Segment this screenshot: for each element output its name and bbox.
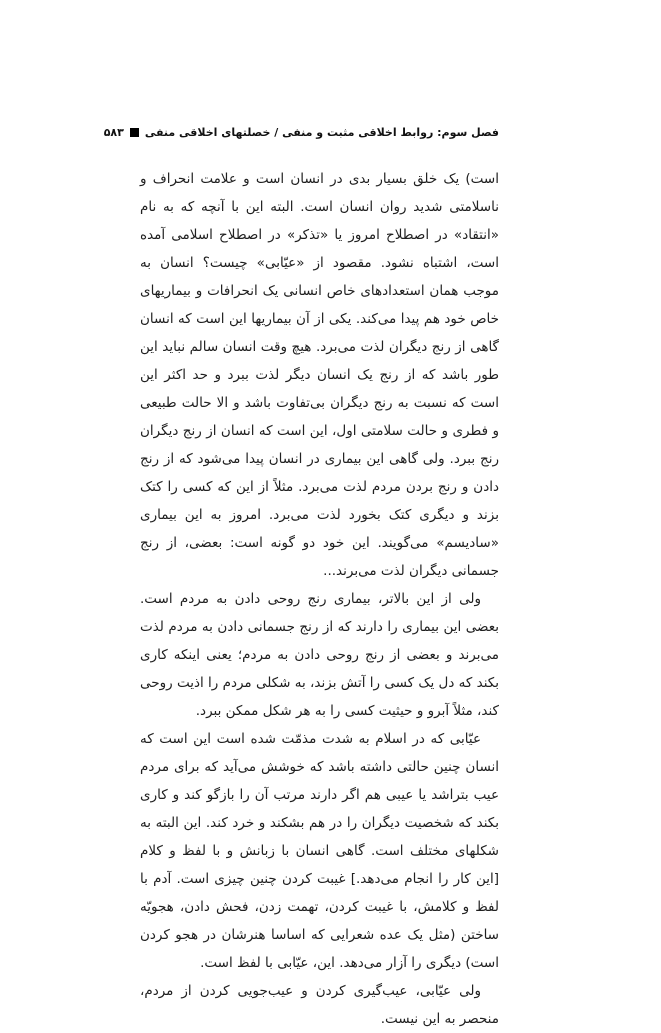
square-icon bbox=[130, 128, 139, 137]
paragraph: ولی عیّابی، عیب‌گیری کردن و عیب‌جویی کردن از مردم، منحصر به این نیست. bbox=[140, 983, 499, 1027]
page-body bbox=[140, 165, 499, 1033]
page-number: ۵۸۳ bbox=[103, 126, 124, 139]
chapter-title: فصل سوم: روابط اخلاقی مثبت و منفی / خصلتهای اخلاقی منفی bbox=[144, 126, 499, 139]
page-header bbox=[103, 126, 499, 139]
paragraph: عیّابی که در اسلام به شدت مذمّت شده است این است که انسان چنین حالتی داشته باشد که خوشش می‌آید که برای مردم عیب بتراشد یا عیبی هم اگر دارند مرتب آن را بازگو کند و کاری بکند که شخصیت دیگران را در هم بشکند و خرد کند. این البته به شکلهای مختلف است. گاهی انسان با زبانش و با لفظ و کلام [این کار را انجام می‌دهد.] غیبت کردن چنین چیزی است. آدم با لفظ و کلامش، با غیبت کردن، تهمت زدن، فحش دادن، هجویّه ساختن (مثل یک عده شعرایی که اساسا هنرشان در هجو کردن است) دیگری را آزار می‌دهد. این، عیّابی با لفظ است. bbox=[140, 731, 499, 971]
paragraph: ولی از این بالاتر، بیماری رنج روحی دادن به مردم است. بعضی این بیماری را دارند که از رنج جسمانی دادن به مردم لذت می‌برند و بعضی از رنج روحی دادن به مردم؛ یعنی اینکه کاری بکند که دل یک کسی را آتش بزند، به شکلی مردم را اذیت روحی کند، مثلاً آبرو و حیثیت کسی را به هر شکل ممکن ببرد. bbox=[140, 591, 499, 719]
paragraph: است) یک خلق بسیار بدی در انسان است و علامت انحراف و ناسلامتی شدید روان انسان است. البته این با آنچه که به نام «انتقاد» در اصطلاح امروز یا «تذکر» در اصطلاح اسلامی آمده است، اشتباه نشود. مقصود از «عیّابی» چیست؟ انسان به موجب همان استعدادهای خاص انسانی یک انحرافات و بیماریهای خاص خود هم پیدا می‌کند. یکی از آن بیماریها این است که انسان گاهی از رنج دیگران لذت می‌برد. هیچ وقت انسان سالم نباید این طور باشد که از رنج یک انسان دیگر لذت ببرد و حد اکثر این است که نسبت به رنج دیگران بی‌تفاوت باشد و الا حالت طبیعی و فطری و حالت سلامتی اول، این است که انسان از رنج دیگران رنج ببرد. ولی گاهی این بیماری در انسان پیدا می‌شود که از رنج دادن و رنج بردن مردم لذت می‌برد. مثلاً از این که کسی را کتک بزند و دیگری کتک بخورد لذت می‌برد. امروز به این بیماری «سادیسم» می‌گویند. این خود دو گونه است: بعضی، از رنج جسمانی دیگران لذت می‌برند... bbox=[140, 171, 499, 579]
